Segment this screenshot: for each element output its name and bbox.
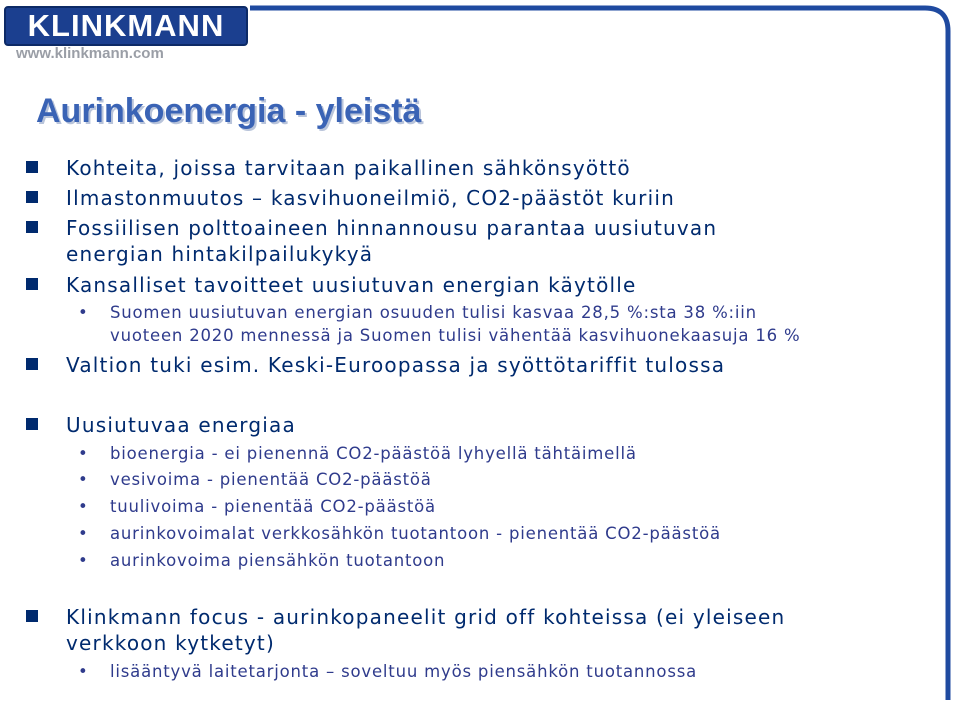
square-bullet-icon xyxy=(26,358,38,370)
sub-list-item-text: vuoteen 2020 mennessä ja Suomen tulisi vähentää kasvihuonekaasuja 16 % xyxy=(110,326,801,345)
list-item-text: energian hintakilpailukykyä xyxy=(66,242,374,266)
page-title: Aurinkoenergia - yleistä xyxy=(36,92,422,130)
dot-bullet-icon: • xyxy=(78,524,89,543)
sub-list-item-text: tuulivoima - pienentää CO2-päästöä xyxy=(110,497,436,516)
square-bullet-icon xyxy=(26,610,38,622)
dot-bullet-icon: • xyxy=(78,551,89,570)
dot-bullet-icon: • xyxy=(78,303,89,322)
square-bullet-icon xyxy=(26,221,38,233)
list-item-text: Uusiutuvaa energiaa xyxy=(66,413,296,437)
list-item-text: verkkoon kytketyt) xyxy=(66,631,275,655)
list-item-text: Ilmastonmuutos – kasvihuoneilmiö, CO2-päästöt kuriin xyxy=(66,186,675,210)
logo-text: KLINKMANN xyxy=(27,8,225,43)
square-bullet-icon xyxy=(26,161,38,173)
sub-list-item-text: aurinkovoima piensähkön tuotantoon xyxy=(110,551,446,570)
list-item-text: Kohteita, joissa tarvitaan paikallinen sähkönsyöttö xyxy=(66,156,631,180)
sub-list-item-text: Suomen uusiutuvan energian osuuden tulisi kasvaa 28,5 %:sta 38 %:iin xyxy=(110,303,757,322)
sub-list-item-text: vesivoima - pienentää CO2-päästöä xyxy=(110,470,432,489)
sub-list-item-text: bioenergia - ei pienennä CO2-päästöä lyhyellä tähtäimellä xyxy=(110,444,637,463)
dot-bullet-icon: • xyxy=(78,662,89,681)
dot-bullet-icon: • xyxy=(78,497,89,516)
company-logo xyxy=(4,6,248,46)
list-item-text: Fossiilisen polttoaineen hinnannousu parantaa uusiutuvan xyxy=(66,216,718,240)
sub-list-item-text: lisääntyvä laitetarjonta – soveltuu myös piensähkön tuotannossa xyxy=(110,662,698,681)
list-item-text: Kansalliset tavoitteet uusiutuvan energian käytölle xyxy=(66,273,637,297)
square-bullet-icon xyxy=(26,191,38,203)
list-item-text: Klinkmann focus - aurinkopaneelit grid off kohteissa (ei yleiseen xyxy=(66,605,786,629)
list-item-text: Valtion tuki esim. Keski-Euroopassa ja syöttötariffit tulossa xyxy=(66,353,726,377)
square-bullet-icon xyxy=(26,418,38,430)
sub-list-item-text: aurinkovoimalat verkkosähkön tuotantoon - pienentää CO2-päästöä xyxy=(110,524,721,543)
square-bullet-icon xyxy=(26,278,38,290)
website-url: www.klinkmann.com xyxy=(16,45,164,62)
dot-bullet-icon: • xyxy=(78,444,89,463)
dot-bullet-icon: • xyxy=(78,470,89,489)
